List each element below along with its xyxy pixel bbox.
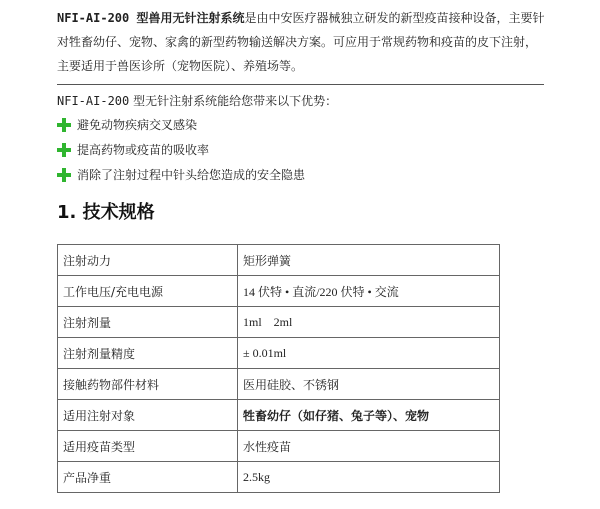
spec-value: ± 0.01ml — [238, 338, 500, 369]
spec-value: 水性疫苗 — [238, 431, 500, 462]
table-row — [58, 276, 500, 307]
spec-key: 注射剂量精度 — [58, 338, 238, 369]
spec-value: 矩形弹簧 — [238, 245, 500, 276]
spec-value: 医用硅胶、不锈钢 — [238, 369, 500, 400]
spec-key: 适用疫苗类型 — [58, 431, 238, 462]
benefits-lead-model: NFI-AI-200 — [57, 94, 130, 108]
benefit-item — [57, 166, 305, 183]
spec-value: 14 伏特 • 直流/220 伏特 • 交流 — [238, 276, 500, 307]
table-row — [58, 307, 500, 338]
section-heading: 1. 技术规格 — [57, 202, 155, 223]
benefits-lead — [57, 92, 337, 109]
benefits-lead-text: 型无针注射系统能给您带来以下优势： — [129, 94, 338, 108]
table-row — [58, 338, 500, 369]
benefit-item-label: 消除了注射过程中针头给您造成的安全隐患 — [77, 168, 306, 182]
intro-line-2: 对牲畜幼仔、宠物、家禽的新型药物输送解决方案。可应用于常规药物和疫苗的皮下注射， — [57, 35, 538, 49]
spec-key: 适用注射对象 — [58, 400, 238, 431]
green-plus-icon — [57, 118, 71, 132]
intro-line-1-text: 是由中安医疗器械独立研发的新型疫苗接种设备，主要针 — [244, 11, 545, 25]
spec-key: 产品净重 — [58, 462, 238, 493]
intro-line-3: 主要适用于兽医诊所（宠物医院）、养殖场等。 — [57, 59, 304, 73]
benefit-item — [57, 141, 209, 158]
spec-key: 注射剂量 — [58, 307, 238, 338]
table-row — [58, 431, 500, 462]
table-row — [58, 245, 500, 276]
spec-value: 1ml 2ml — [238, 307, 500, 338]
table-row — [58, 400, 500, 431]
benefit-item-label: 提高药物或疫苗的吸收率 — [77, 143, 210, 157]
intro-line-1 — [57, 6, 557, 30]
benefit-item-label: 避免动物疾病交叉感染 — [77, 118, 198, 132]
spec-value: 2.5kg — [238, 462, 500, 493]
specs-table — [57, 244, 500, 493]
product-name: NFI-AI-200 型兽用无针注射系统 — [57, 11, 245, 25]
green-plus-icon — [57, 143, 71, 157]
table-row — [58, 369, 500, 400]
green-plus-icon — [57, 168, 71, 182]
spec-value: 牲畜幼仔（如仔猪、兔子等）、宠物 — [238, 400, 500, 431]
benefit-item — [57, 116, 197, 133]
spec-key: 注射动力 — [58, 245, 238, 276]
horizontal-divider — [57, 84, 544, 85]
spec-key: 接触药物部件材料 — [58, 369, 238, 400]
spec-key: 工作电压/充电电源 — [58, 276, 238, 307]
intro-paragraph — [57, 6, 557, 78]
table-row — [58, 462, 500, 493]
